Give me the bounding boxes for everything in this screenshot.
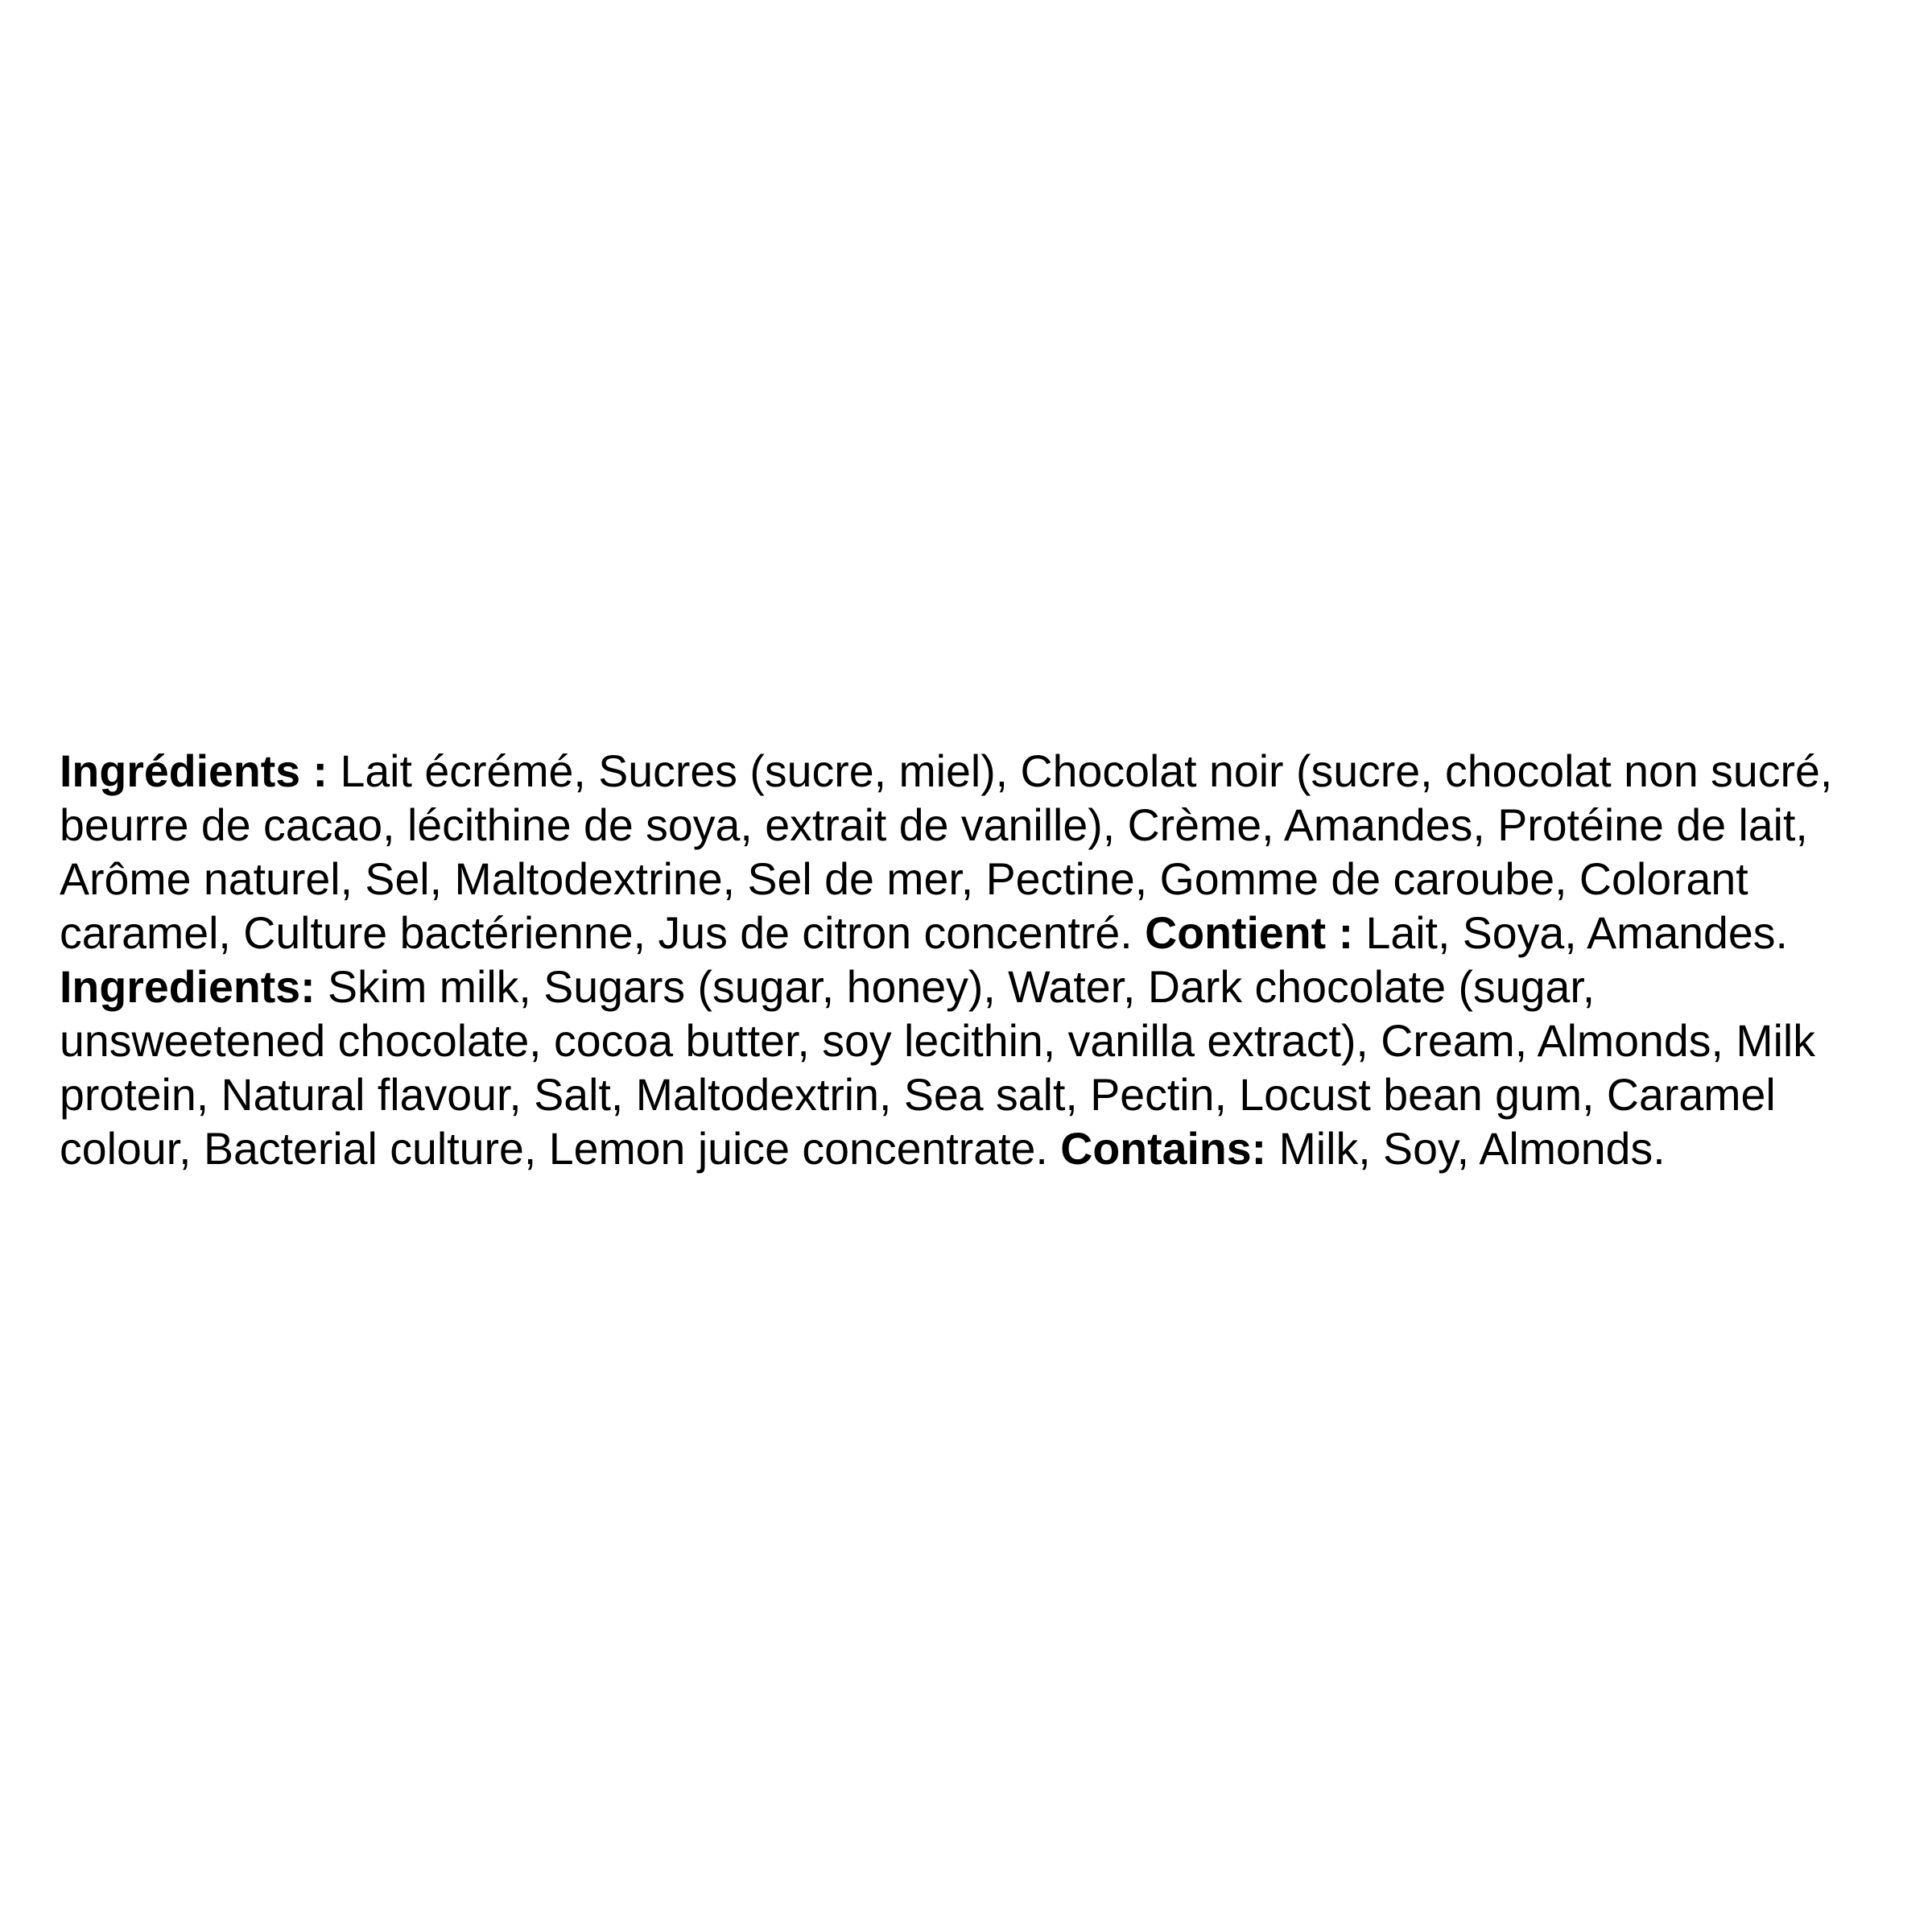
french-ingredients-text-3: Arôme naturel, Sel, Maltodextrine, Sel de mer, Pectine, Gomme de caroube, Colorant [60, 854, 1748, 904]
ingredients-label [60, 745, 1911, 1176]
english-line-1 [60, 960, 1911, 1014]
french-ingredients-text-2: beurre de cacao, lécithine de soya, extrait de vanille), Crème, Amandes, Protéine de lait, [60, 800, 1808, 850]
french-line-4 [60, 906, 1911, 960]
french-line-1 [60, 745, 1911, 799]
english-ingredients-heading: Ingredients: [60, 962, 316, 1012]
french-line-3 [60, 852, 1911, 906]
french-line-2 [60, 799, 1911, 852]
french-ingredients-text-4: caramel, Culture bactérienne, Jus de citron concentré. [60, 908, 1146, 958]
english-line-2 [60, 1014, 1911, 1068]
english-ingredients-text-1: Skim milk, Sugars (sugar, honey), Water, Dark chocolate (sugar, [315, 962, 1596, 1012]
english-line-3 [60, 1068, 1911, 1122]
french-allergen-text: Lait, Soya, Amandes. [1353, 908, 1788, 958]
french-ingredients-text-1: Lait écrémé, Sucres (sucre, miel), Chocolat noir (sucre, chocolat non sucré, [328, 746, 1833, 796]
english-ingredients-paragraph [60, 960, 1911, 1176]
english-ingredients-text-4: colour, Bacterial culture, Lemon juice concentrate. [60, 1124, 1061, 1174]
english-line-4 [60, 1122, 1911, 1176]
english-allergen-text: Milk, Soy, Almonds. [1266, 1124, 1666, 1174]
french-ingredients-heading: Ingrédients : [60, 746, 328, 796]
french-allergen-heading: Contient : [1145, 908, 1354, 958]
english-ingredients-text-3: protein, Natural flavour, Salt, Maltodextrin, Sea salt, Pectin, Locust bean gum, Caramel [60, 1070, 1776, 1120]
english-ingredients-text-2: unsweetened chocolate, cocoa butter, soy lecithin, vanilla extract), Cream, Almonds, Milk [60, 1016, 1815, 1066]
english-allergen-heading: Contains: [1060, 1124, 1267, 1174]
french-ingredients-paragraph [60, 745, 1911, 960]
